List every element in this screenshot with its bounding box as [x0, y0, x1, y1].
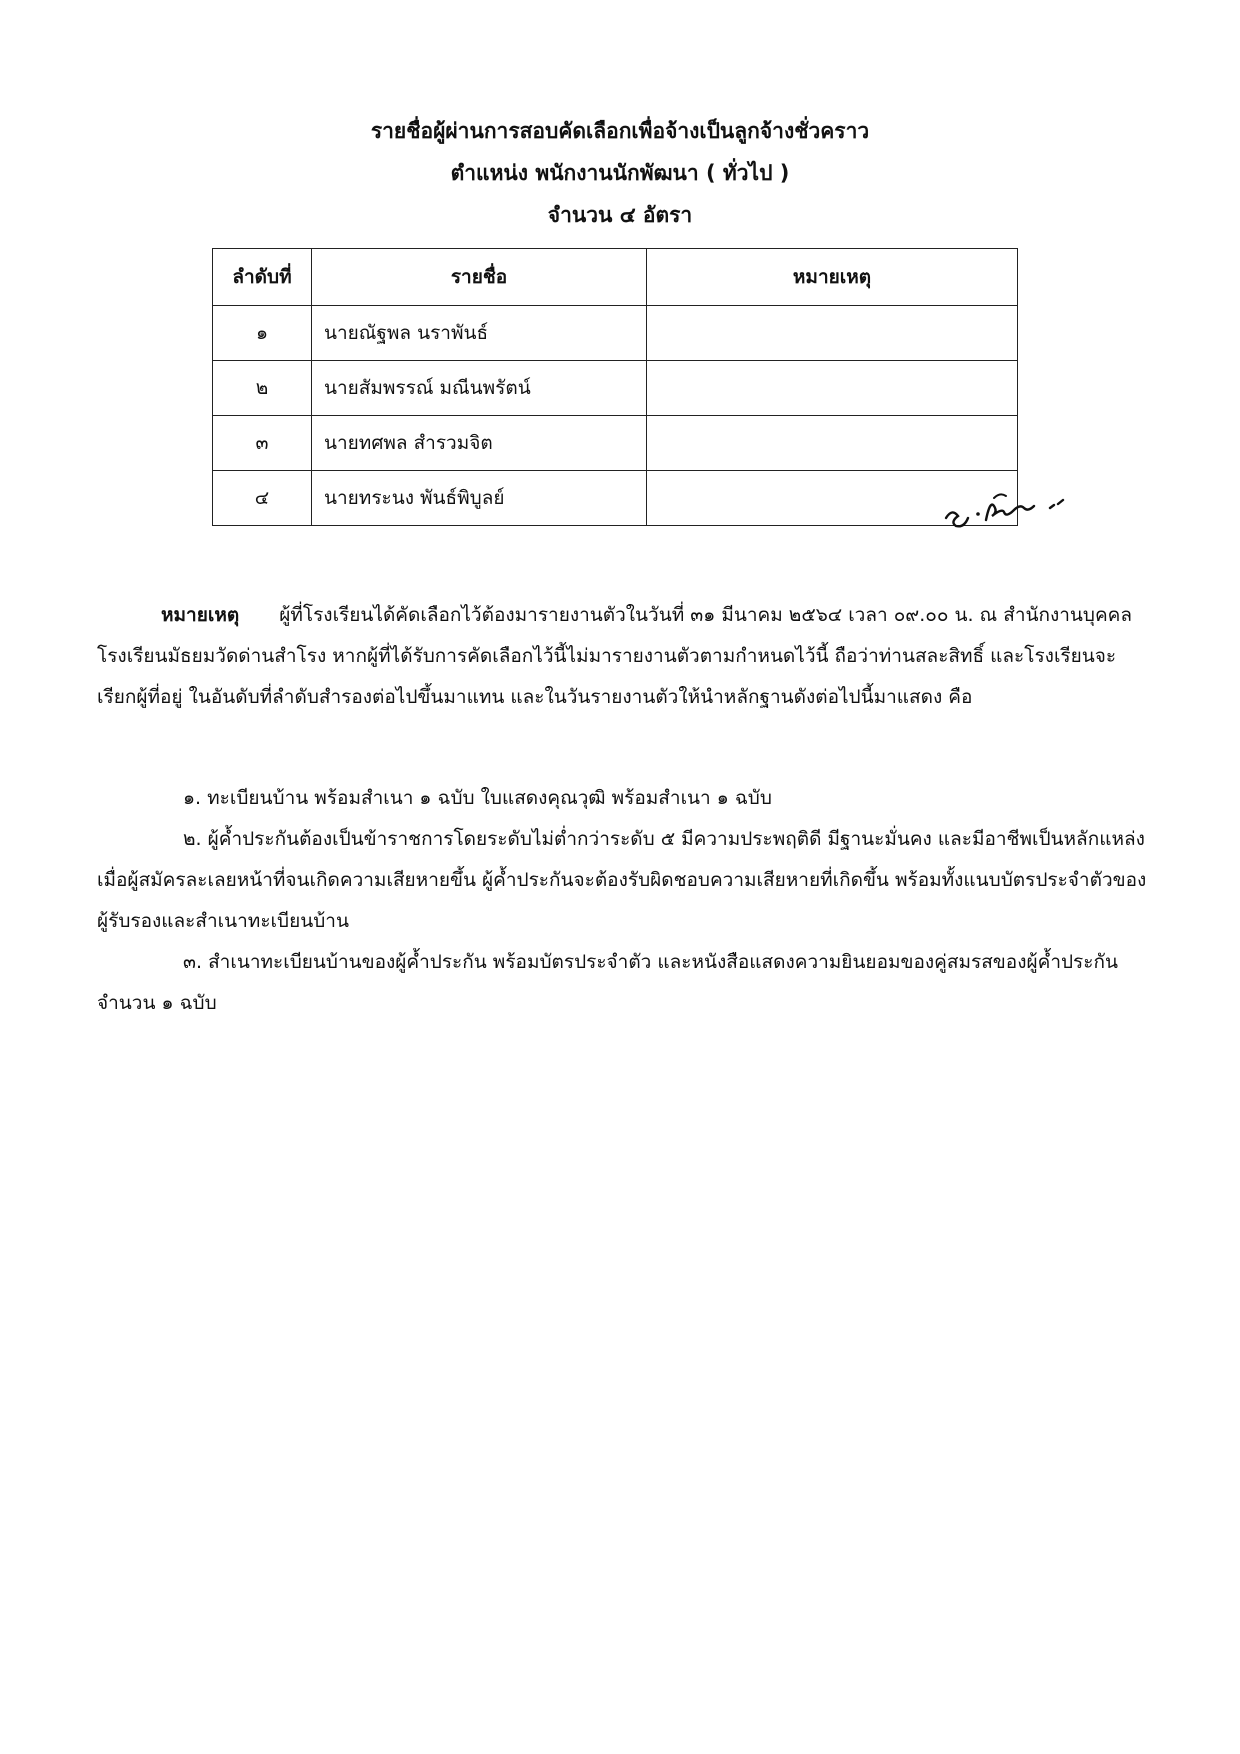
- requirement-item: [97, 819, 1147, 942]
- remark-label: หมายเหตุ: [161, 604, 240, 626]
- requirement-text: ๑. ทะเบียนบ้าน พร้อมสำเนา ๑ ฉบับ ใบแสดงคุณวุฒิ พร้อมสำเนา ๑ ฉบับ: [183, 787, 772, 809]
- header-number: ลำดับที่: [213, 249, 312, 306]
- table-row: [213, 416, 1018, 471]
- header-remark: หมายเหตุ: [647, 249, 1018, 306]
- row-remark: [647, 361, 1018, 416]
- requirement-item: [97, 778, 1147, 819]
- remark-text: ผู้ที่โรงเรียนได้คัดเลือกไว้ต้องมารายงานตัวในวันที่ ๓๑ มีนาคม ๒๕๖๔ เวลา ๐๙.๐๐ น. ณ สำนักงานบุคคล โรงเรียนมัธยมวัดด่านสำโรง หากผู้ที่ได้รับการคัดเลือกไว้นี้ไม่มารายงานตัวตามกำหนดไว้นี้ ถือว่าท่านสละสิทธิ์ และโรงเรียนจะเรียกผู้ที่อยู่ ในอันดับที่ลำดับสำรองต่อไปขึ้นมาแทน และในวันรายงานตัวให้นำหลักฐานดังต่อไปนี้มาแสดง คือ: [97, 604, 1133, 708]
- row-name: นายสัมพรรณ์ มณีนพรัตน์: [312, 361, 647, 416]
- requirement-item: [97, 942, 1147, 1024]
- header-name: รายชื่อ: [312, 249, 647, 306]
- remark-paragraph: [97, 595, 1147, 718]
- title-line-3: จำนวน ๔ อัตรา: [547, 203, 693, 227]
- handwritten-signature-icon: [938, 484, 1068, 534]
- row-name: นายณัฐพล นราพันธ์: [312, 306, 647, 361]
- requirement-text: ๓. สำเนาทะเบียนบ้านของผู้ค้ำประกัน พร้อมบัตรประจำตัว และหนังสือแสดงความยินยอมของคู่สมรสของผู้ค้ำประกัน จำนวน ๑ ฉบับ: [97, 951, 1118, 1014]
- document-title: [0, 110, 1240, 236]
- row-remark: [647, 306, 1018, 361]
- title-line-2: ตำแหน่ง พนักงานนักพัฒนา ( ทั่วไป ): [450, 161, 790, 185]
- table-row: [213, 306, 1018, 361]
- row-number: ๑: [213, 306, 312, 361]
- row-remark: [647, 416, 1018, 471]
- table-row: [213, 361, 1018, 416]
- table-header-row: [213, 249, 1018, 306]
- candidate-table: [212, 248, 1018, 526]
- requirement-text: ๒. ผู้ค้ำประกันต้องเป็นข้าราชการโดยระดับไม่ต่ำกว่าระดับ ๕ มีความประพฤติดี มีฐานะมั่นคง และมีอาชีพเป็นหลักแหล่งเมื่อผู้สมัครละเลยหน้าที่จนเกิดความเสียหายขึ้น ผู้ค้ำประกันจะต้องรับผิดชอบความเสียหายที่เกิดขึ้น พร้อมทั้งแนบบัตรประจำตัวของผู้รับรองและสำเนาทะเบียนบ้าน: [97, 828, 1147, 932]
- row-number: ๔: [213, 471, 312, 526]
- row-number: ๒: [213, 361, 312, 416]
- row-name: นายทศพล สำรวมจิต: [312, 416, 647, 471]
- row-name: นายทระนง พันธ์พิบูลย์: [312, 471, 647, 526]
- row-number: ๓: [213, 416, 312, 471]
- title-line-1: รายชื่อผู้ผ่านการสอบคัดเลือกเพื่อจ้างเป็นลูกจ้างชั่วคราว: [370, 119, 870, 143]
- table-row: [213, 471, 1018, 526]
